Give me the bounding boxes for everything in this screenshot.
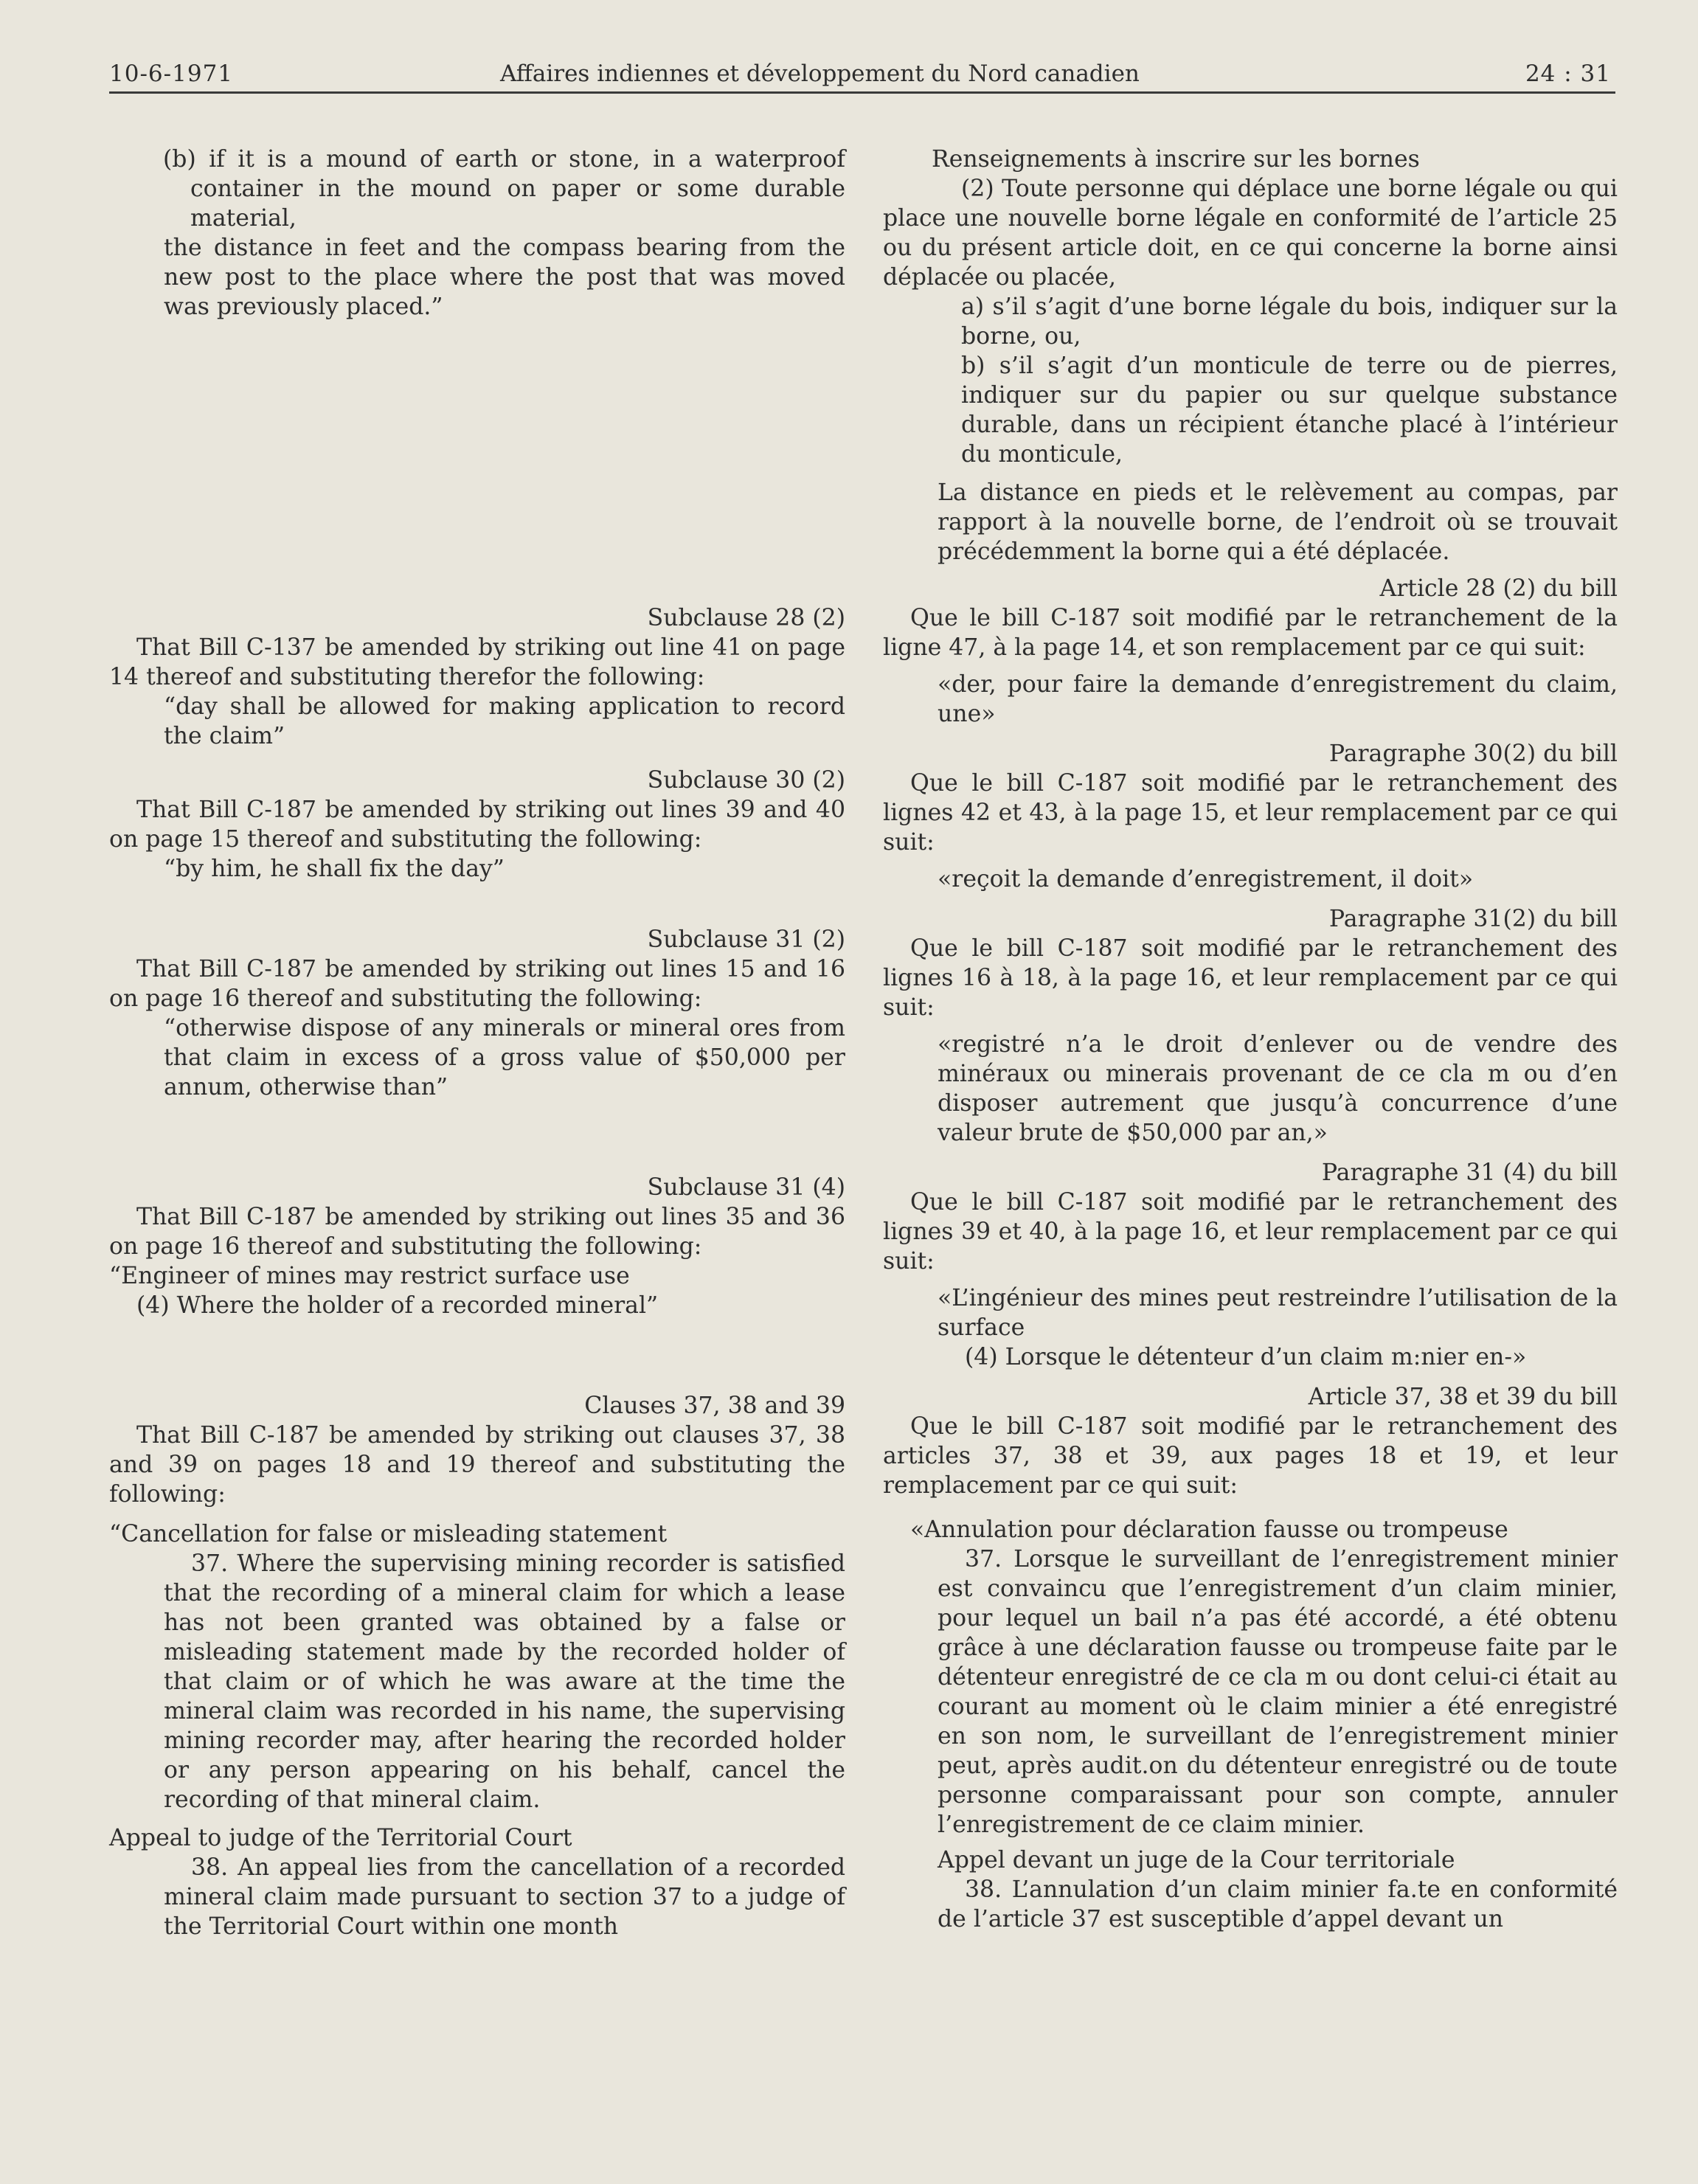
subclause-30-quote: “by him, he shall fix the day” [164, 856, 505, 882]
item-b-fr: b) s’il s’agit d’un monticule de terre ou de pierres, indiquer sur du papier ou sur quelque substance durable, dans un récipient étanche placé à l’intérieur du monticule, [961, 353, 1618, 468]
article-28-quote: «der, pour faire la demande d’enregistrement du claim, une» [938, 671, 1618, 727]
clause-38-body: 38. An appeal lies from the cancellation of a recorded mineral claim made pursuant to section 37 to a judge of the Territorial Court within one month [164, 1854, 845, 1940]
subclause-28-heading: Subclause 28 (2) [647, 605, 845, 631]
header-date: 10-6-1971 [109, 60, 234, 87]
header-page-number: 24 : 31 [1525, 60, 1611, 87]
appel-heading: Appel devant un juge de la Cour territoriale [938, 1847, 1455, 1873]
running-header [109, 59, 1615, 94]
clauses-37-39-text: That Bill C-187 be amended by striking out clauses 37, 38 and 39 on pages 18 and 19 thereof and substituting the following: [109, 1422, 845, 1508]
clauses-37-39-heading: Clauses 37, 38 and 39 [584, 1393, 845, 1419]
paragraphe-31-4-heading: Paragraphe 31 (4) du bill [1321, 1159, 1618, 1186]
item-a: a) s’il s’agit d’une borne légale du bois, indiquer sur la borne, ou, [961, 294, 1618, 350]
article-37-39-heading: Article 37, 38 et 39 du bill [1308, 1384, 1618, 1410]
french-column [883, 145, 1618, 1934]
subclause-30-text: That Bill C-187 be amended by striking out lines 39 and 40 on page 15 thereof and substituting the following: [109, 797, 845, 853]
annulation-heading: «Annulation pour déclaration fausse ou trompeuse [910, 1516, 1508, 1543]
article-37-39-text: Que le bill C-187 soit modifié par le retranchement des articles 37, 38 et 39, aux pages 18 et 19, et leur remplacement par ce qui suit: [883, 1413, 1618, 1499]
paragraphe-31-2-heading: Paragraphe 31(2) du bill [1328, 906, 1618, 932]
header-title: Affaires indiennes et développement du Nord canadien [500, 60, 1140, 87]
distance-text: the distance in feet and the compass bearing from the new post to the place where the post that was moved was previously placed.” [164, 235, 845, 320]
paragraphe-31-2-quote: «registré n’a le droit d’enlever ou de vendre des minéraux ou minerais provenant de ce cla m ou d’en disposer autrement que jusqu’à concurrence d’une valeur brute de $50,000 par an,» [938, 1031, 1618, 1146]
article-28-heading: Article 28 (2) du bill [1379, 575, 1618, 602]
subclause-31-2-heading: Subclause 31 (2) [647, 926, 845, 953]
paragraphe-30-text: Que le bill C-187 soit modifié par le retranchement des lignes 42 et 43, à la page 15, et leur remplacement par ce qui suit: [883, 770, 1618, 856]
subclause-31-4-quote-body: (4) Where the holder of a recorded mineral” [136, 1292, 659, 1319]
subclause-28-text: That Bill C-137 be amended by striking out line 41 on page 14 thereof and substituting therefor the following: [109, 634, 845, 690]
article-37-body: 37. Lorsque le surveillant de l’enregistrement minier est convaincu que l’enregistrement d’un claim minier, pour lequel un bail n’a pas été accordé, a été obtenu grâce à une déclaration fausse ou trompeuse faite par le détenteur enregistré de ce cla m ou dont celui-ci était au courant au moment où le claim minier a été enregistré en son nom, le surveillant de l’enregistrement minier peut, après audit.on du détenteur enregistré ou de toute personne comparaissant pour son compte, annuler l’enregistrement de ce claim minier. [938, 1546, 1618, 1838]
subclause-31-4-heading: Subclause 31 (4) [647, 1174, 845, 1201]
paragraphe-30-quote: «reçoit la demande d’enregistrement, il doit» [938, 866, 1474, 892]
clause-37-body: 37. Where the supervising mining recorder is satisfied that the recording of a mineral claim for which a lease has not been granted was obtained by a false or misleading statement made by the recorded holder of that claim or of which he was aware at the time the mineral claim was recorded in his name, the supervising mining recorder may, after hearing the recorded holder or any person appearing on his behalf, cancel the recording of that mineral claim. [164, 1550, 845, 1813]
cancellation-heading: “Cancellation for false or misleading statement [109, 1521, 668, 1547]
paragraphe-31-4-quote-body: (4) Lorsque le détenteur d’un claim m:nier en-» [965, 1344, 1527, 1370]
paragraph-2: (2) Toute personne qui déplace une borne légale ou qui place une nouvelle borne légale en conformité de l’article 25 ou du présent article doit, en ce qui concerne la borne ainsi déplacée ou placée, [883, 176, 1618, 291]
article-38-body: 38. L’annulation d’un claim minier fa.te en conformité de l’article 37 est susceptible d’appel devant un [938, 1876, 1618, 1932]
subclause-31-2-text: That Bill C-187 be amended by striking out lines 15 and 16 on page 16 thereof and substituting the following: [109, 956, 845, 1012]
item-b: (b) if it is a mound of earth or stone, in a waterproof container in the mound on paper or some durable material, [163, 146, 845, 232]
appeal-heading: Appeal to judge of the Territorial Court [109, 1825, 572, 1851]
subclause-31-4-text: That Bill C-187 be amended by striking out lines 35 and 36 on page 16 thereof and substituting the following: [109, 1204, 845, 1260]
paragraphe-31-2-text: Que le bill C-187 soit modifié par le retranchement des lignes 16 à 18, à la page 16, et leur remplacement par ce qui suit: [883, 935, 1618, 1021]
subclause-31-4-quote-heading: “Engineer of mines may restrict surface use [109, 1263, 630, 1289]
article-28-text: Que le bill C-187 soit modifié par le retranchement de la ligne 47, à la page 14, et son remplacement par ce qui suit: [883, 605, 1618, 661]
distance-text-fr: La distance en pieds et le relèvement au compas, par rapport à la nouvelle borne, de l’endroit où se trouvait précédemment la borne qui a été déplacée. [938, 479, 1618, 565]
subclause-30-heading: Subclause 30 (2) [647, 767, 845, 794]
paragraphe-31-4-quote-heading: «L’ingénieur des mines peut restreindre l’utilisation de la surface [938, 1285, 1618, 1341]
subclause-28-quote: “day shall be allowed for making application to record the claim” [164, 693, 845, 749]
paragraphe-31-4-text: Que le bill C-187 soit modifié par le retranchement des lignes 39 et 40, à la page 16, et leur remplacement par ce qui suit: [883, 1189, 1618, 1275]
subclause-31-2-quote: “otherwise dispose of any minerals or mineral ores from that claim in excess of a gross value of $50,000 per annum, otherwise than” [164, 1015, 845, 1100]
english-column [109, 145, 845, 1941]
renseignements-heading: Renseignements à inscrire sur les bornes [932, 146, 1420, 173]
paragraphe-30-heading: Paragraphe 30(2) du bill [1328, 741, 1618, 767]
